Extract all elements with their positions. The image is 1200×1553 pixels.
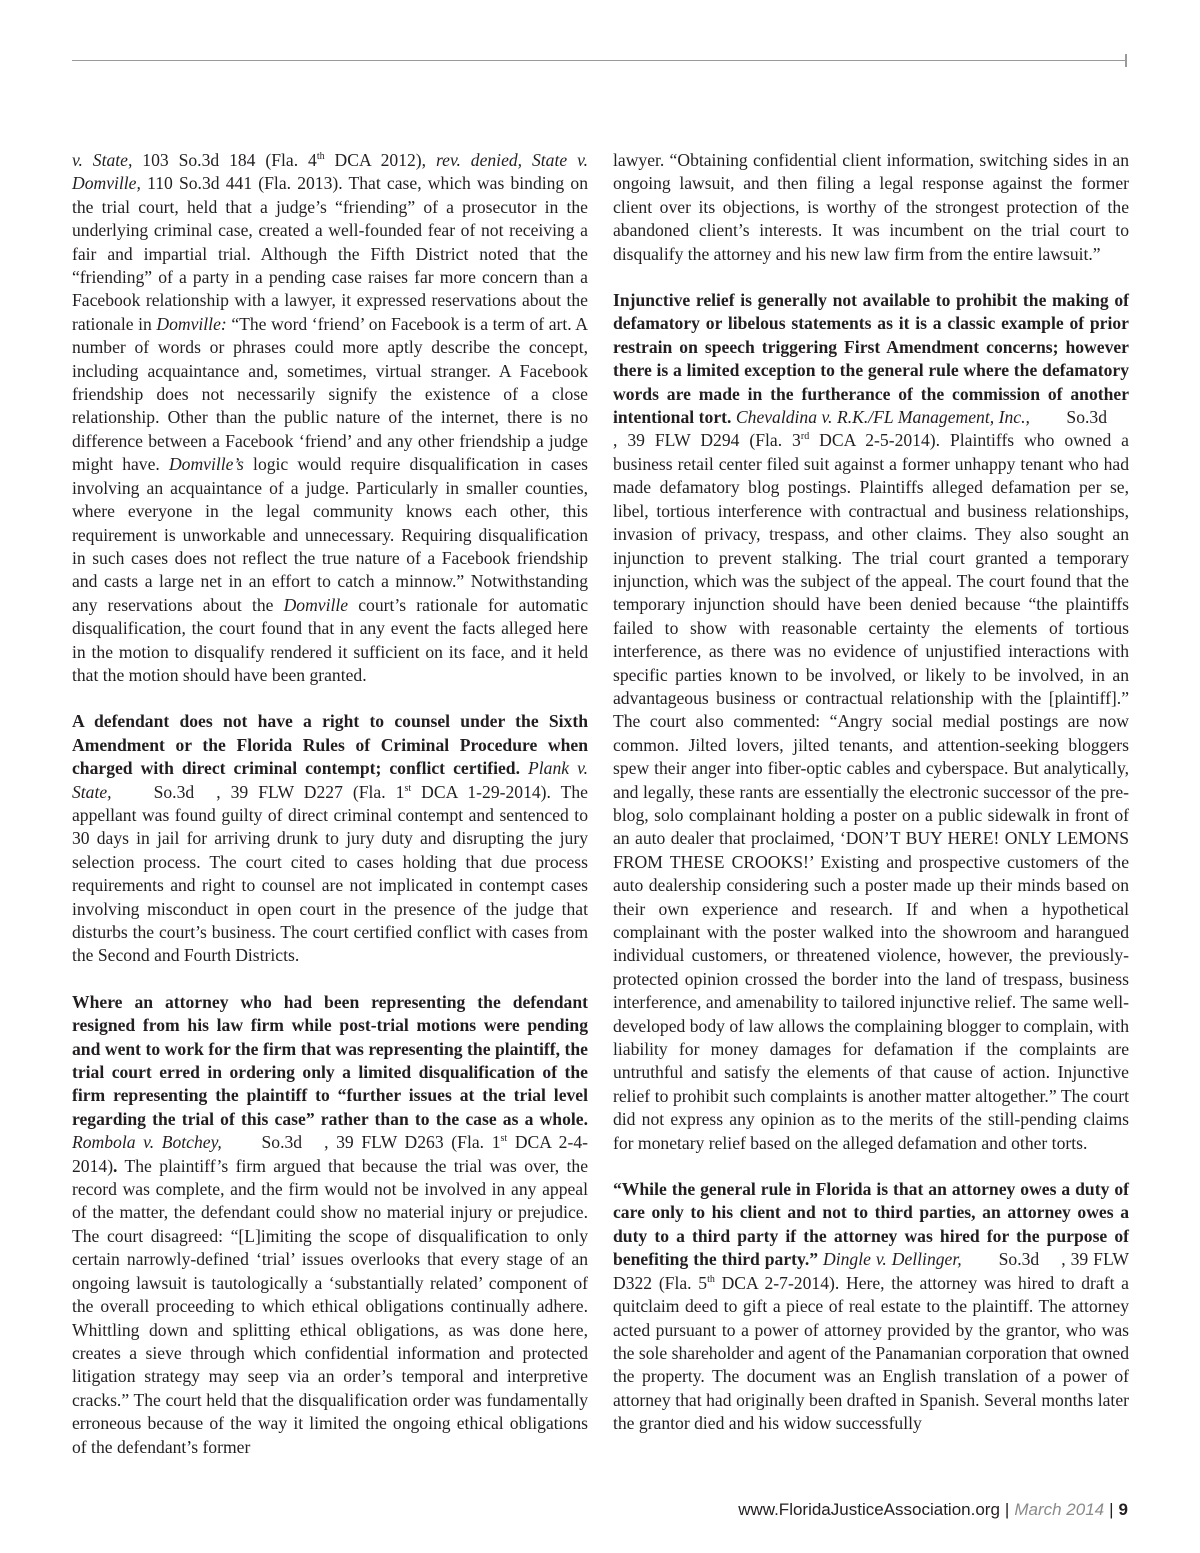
footer-website-link[interactable]: www.FloridaJusticeAssociation.org bbox=[738, 1500, 1000, 1519]
right-column bbox=[613, 149, 1129, 1459]
case-citation: Plank v. State, bbox=[72, 758, 588, 802]
header-rule bbox=[72, 60, 1126, 61]
case-headnote: Injunctive relief is generally not available to prohibit the making of defamatory or libelous statements as it is a classic example of prior restrain on speech triggering First Amendment concerns; however there is a limited exception to the general rule where the defamatory words are made in the furtherance of the commission of another intentional tort. bbox=[613, 290, 1129, 428]
case-headnote: Where an attorney who had been representing the defendant resigned from his law firm while post-trial motions were pending and went to work for the firm that was representing the plaintiff, the trial court erred in ordering only a limited disqualification of the firm representing the plaintiff to “further issues at the trial level regarding the trial of this case” rather than to the case as a whole. bbox=[72, 991, 588, 1129]
footer-separator: | bbox=[1109, 1500, 1114, 1519]
article-paragraph-domville-continuation: v. State, 103 So.3d 184 (Fla. 4th DCA 2012), rev. denied, State v. Domville, 110 So.3d 441 (Fla. 2013). That case, which was binding on the trial court, held that a judge’s “friending” of a prosecutor in the underlying criminal case, created a well-founded fear of not receiving a fair and impartial trial. Although the Fifth District noted that the “friending” of a party in a pending case raises far more concern than a Facebook relationship with a lawyer, it expressed reservations about the rationale in Domville: “The word ‘friend’ on Facebook is a term of art. A number of words or phrases could more aptly describe the concept, including acquaintance and, sometimes, virtual stranger. A Facebook friendship does not necessarily signify the existence of a close relationship. Other than the public nature of the internet, there is no difference between a Facebook ‘friend’ and any other friendship a judge might have. Domville’s logic would require disqualification in cases involving an acquaintance of a judge. Particularly in smaller counties, where everyone in the legal community knows each other, this requirement is unworkable and unnecessary. Requiring disqualification in such cases does not reflect the true nature of a Facebook friendship and casts a large net in an effort to catch a minnow.” Notwithstanding any reservations about the Domville court’s rationale for automatic disqualification, the court found that in any event the facts alleged here in the motion to disqualify rendered it sufficient on its face, and it held that the motion should have been granted. bbox=[72, 150, 589, 685]
article-paragraph-rombola-continuation: lawyer. “Obtaining confidential client information, switching sides in an ongoing lawsuit, and then filing a legal response against the former client over its objections, is worthy of the strongest protection of the abandoned client’s interests. It was incumbent on the trial court to disqualify the attorney and his new law firm from the entire lawsuit.” bbox=[613, 150, 1129, 264]
header-rule-end-mark bbox=[1125, 54, 1127, 67]
article-paragraph-chevaldina: Injunctive relief is generally not available to prohibit the making of defamatory or libelous statements as it is a classic example of prior restrain on speech triggering First Amendment concerns; however there is a limited exception to the general rule where the defamatory words are made in the furtherance of the commission of another intentional tort. Chevaldina v. R.K./FL Management, Inc., So.3d, 39 FLW D294 (Fla. 3rd DCA 2-5-2014). Plaintiffs who owned a business retail center filed suit against a former unhappy tenant who had made defamatory blog postings. Plaintiffs alleged defamation per se, libel, tortious interference with contractual and business relationships, invasion of privacy, trespass, and other claims. They also sought an injunction to prevent stalking. The trial court granted a temporary injunction, which was the subject of the appeal. The court found that the temporary injunction should have been denied because “the plaintiffs failed to show with reasonable certainty the elements of tortious interference, as there was no evidence of unjustified interactions with specific parties known to be involved, or likely to be involved, in an advantageous business or contractual relationship with the [plaintiff].” The court also commented: “Angry social medial postings are now common. Jilted lovers, jilted tenants, and attention-seeking bloggers spew their anger into fiber-optic cables and cyberspace. But analytically, and legally, these rants are essentially the electronic successor of the pre-blog, solo complainant holding a poster on a public sidewalk in front of an auto dealer that proclaimed, ‘DON’T BUY HERE! ONLY LEMONS FROM THESE CROOKS!’ Existing and prospective customers of the auto dealership considering such a poster made up their minds based on their own experience and research. If and when a hypothetical complainant with the poster walked into the showroom and harangued individual customers, or threatened violence, however, the previously-protected opinion crossed the border into the land of trespass, business interference, and amenability to tailored injunctive relief. The same well-developed body of law allows the complaining blogger to complain, with liability for money damages for defamation if the complaints are untruthful and satisfy the elements of that cause of action. Injunctive relief to prohibit such complaints is another matter altogether.” The court did not express any opinion as to the merits of the still-pending claims for monetary relief based on the alleged defamation and other torts. bbox=[613, 290, 1129, 1153]
case-citation: Chevaldina v. R.K./FL Management, Inc., bbox=[731, 407, 1030, 428]
article-paragraph-rombola: Where an attorney who had been representing the defendant resigned from his law firm while post-trial motions were pending and went to work for the firm that was representing the plaintiff, the trial court erred in ordering only a limited disqualification of the firm representing the plaintiff to “further issues at the trial level regarding the trial of this case” rather than to the case as a whole. Rombola v. Botchey, So.3d , 39 FLW D263 (Fla. 1st DCA 2-4-2014). The plaintiff’s firm argued that because the trial was over, the record was complete, and the firm would not be involved in any appeal of the matter, the defendant could show no material injury or prejudice. The court disagreed: “[L]imiting the scope of disqualification to only certain narrowly-defined ‘trial’ issues overlooks that every stage of an ongoing lawsuit is tautologically a ‘substantially related’ component of the overall proceeding to which ethical obligations continually adhere. Whittling down and splitting ethical obligations, as was done here, creates a sieve through which confidential information and protected litigation strategy may seep via an order’s temporal and interpretive cracks.” The court held that the disqualification order was fundamentally erroneous because of the way it limited the ongoing ethical obligations of the defendant’s former bbox=[72, 991, 588, 1457]
case-citation: Rombola v. Botchey, bbox=[72, 1132, 222, 1153]
article-paragraph-plank: A defendant does not have a right to counsel under the Sixth Amendment or the Florida Rules of Criminal Procedure when charged with direct criminal contempt; conflict certified. Plank v. State, So.3d , 39 FLW D227 (Fla. 1st DCA 1-29-2014). The appellant was found guilty of direct criminal contempt and sentenced to 30 days in jail for arriving drunk to jury duty and disrupting the jury selection process. The court cited to cases holding that due process requirements and right to counsel are not implicated in contempt cases involving misconduct in open court in the presence of the judge that disturbs the court’s business. The court certified conflict with cases from the Second and Fourth Districts. bbox=[72, 711, 588, 966]
case-headnote: “While the general rule in Florida is that an attorney owes a duty of care only to his client and not to third parties, an attorney owes a duty to a third party if the attorney was hired for the purpose of benefiting the third party.” bbox=[613, 1179, 1129, 1270]
left-column bbox=[72, 149, 588, 1482]
footer-issue-date: March 2014 bbox=[1014, 1500, 1105, 1519]
page-number: 9 bbox=[1118, 1500, 1128, 1519]
footer-separator: | bbox=[1004, 1500, 1010, 1519]
page-footer bbox=[738, 1500, 1128, 1520]
case-headnote: A defendant does not have a right to counsel under the Sixth Amendment or the Florida Rules of Criminal Procedure when charged with direct criminal contempt; conflict certified. bbox=[72, 711, 588, 779]
article-paragraph-dingle: “While the general rule in Florida is that an attorney owes a duty of care only to his client and not to third parties, an attorney owes a duty to a third party if the attorney was hired for the purpose of benefiting the third party.” Dingle v. Dellinger, So.3d , 39 FLW D322 (Fla. 5th DCA 2-7-2014). Here, the attorney was hired to draft a quitclaim deed to gift a piece of real estate to the plaintiff. The attorney acted pursuant to a power of attorney provided by the grantor, who was the sole shareholder and agent of the Panamanian corporation that owned the property. The document was an English translation of a power of attorney that had originally been drafted in Spanish. Several months later the grantor died and his widow successfully bbox=[613, 1179, 1129, 1434]
case-citation: Dingle v. Dellinger, bbox=[818, 1249, 962, 1270]
